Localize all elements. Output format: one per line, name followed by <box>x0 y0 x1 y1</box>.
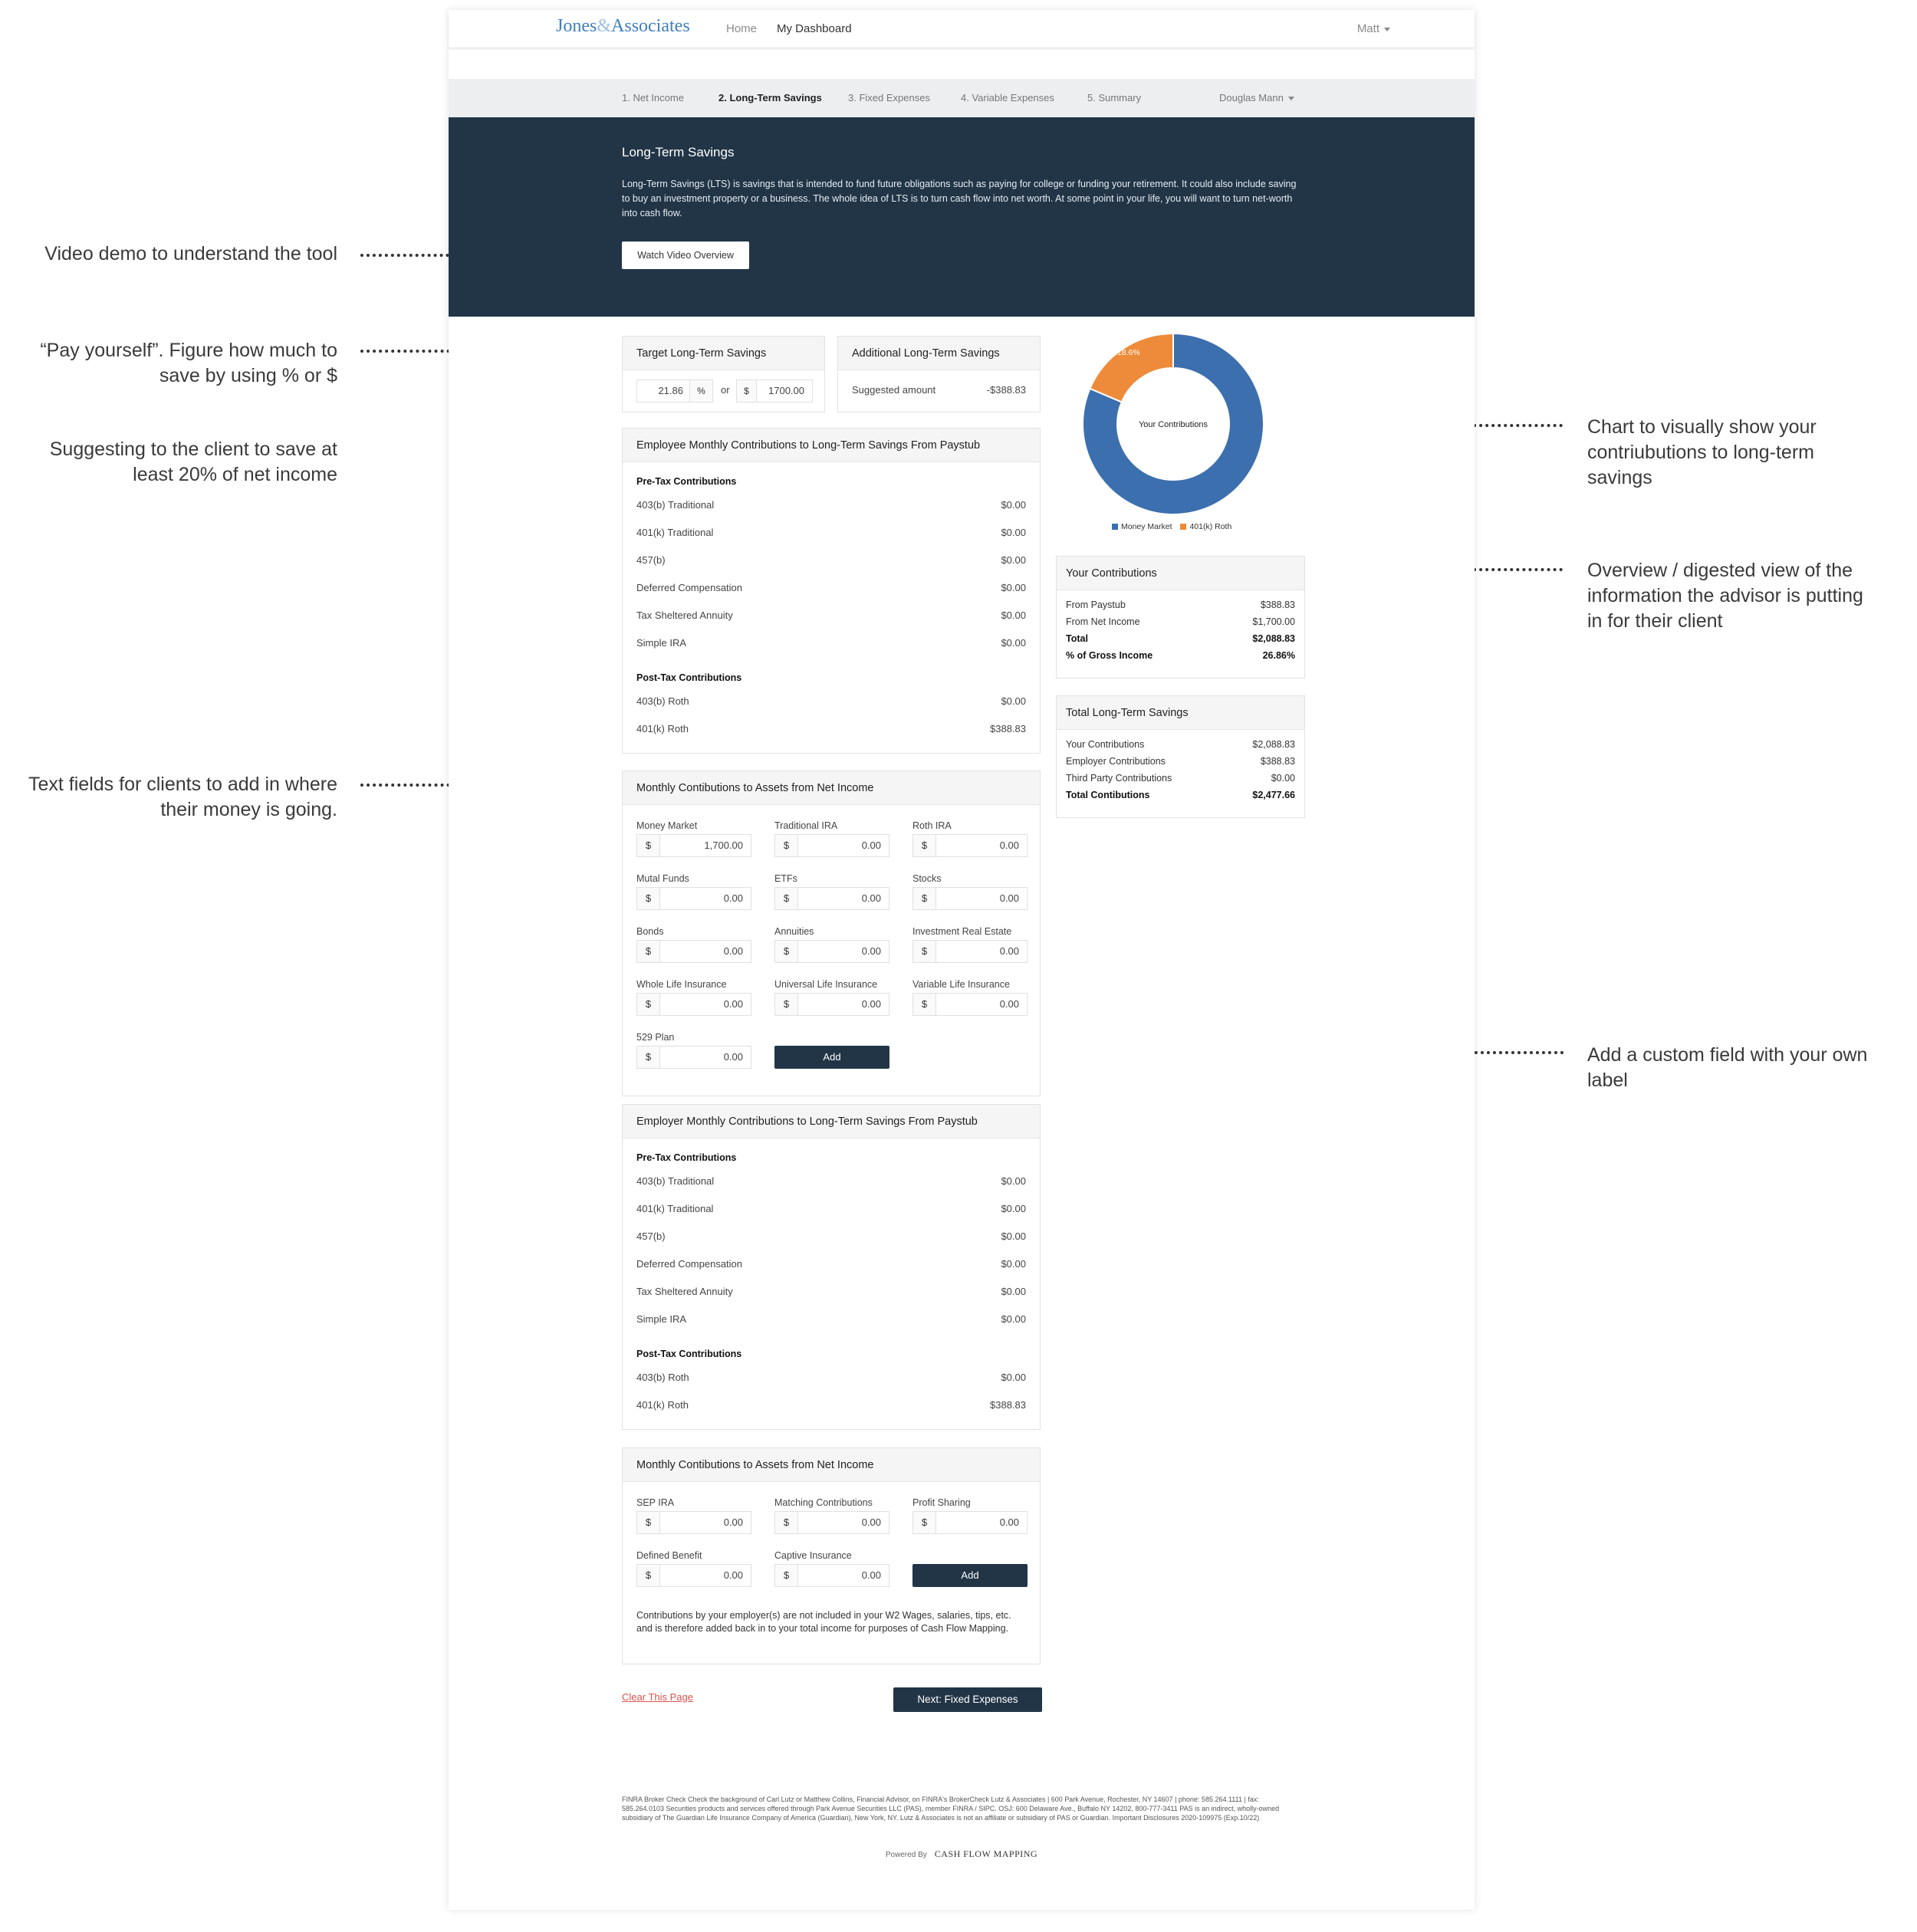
field-label: Defined Benefit <box>636 1550 702 1561</box>
row-value: 26.86% <box>1262 650 1295 661</box>
field-label: Traditional IRA <box>774 820 838 831</box>
currency-addon: $ <box>913 888 936 909</box>
list-item <box>1066 616 1295 627</box>
field-value: 0.00 <box>999 1516 1019 1528</box>
row-label: Tax Sheltered Annuity <box>636 1286 733 1297</box>
row-value: $0.00 <box>1001 1313 1026 1325</box>
card-title: Monthly Contibutions to Assets from Net Income <box>623 771 1040 805</box>
row-label: 401(k) Traditional <box>636 1203 714 1214</box>
donut-slice-401-k-roth[interactable] <box>1090 334 1173 402</box>
row-label: 403(b) Traditional <box>636 499 715 511</box>
list-item <box>636 1258 1026 1270</box>
card-title: Your Contributions <box>1057 557 1304 590</box>
logo-text-jones: Jones <box>556 16 597 36</box>
annotation-video-demo: Video demo to understand the tool <box>44 243 337 264</box>
field-label: Bonds <box>636 926 664 937</box>
row-label: % of Gross Income <box>1066 650 1153 661</box>
card-title: Total Long-Term Savings <box>1057 696 1304 730</box>
sep-ira-input[interactable] <box>636 1511 751 1534</box>
row-value: $0.00 <box>1001 1372 1026 1383</box>
field-value: 0.00 <box>723 998 743 1010</box>
suggested-amount-row <box>852 384 1026 396</box>
list-item <box>1066 650 1295 661</box>
etfs-input[interactable] <box>774 887 889 910</box>
client-name: Douglas Mann <box>1219 92 1284 104</box>
whole-life-insurance-input[interactable] <box>636 993 751 1016</box>
currency-addon: $ <box>913 941 936 962</box>
employer-contributions-card <box>622 1104 1041 1430</box>
field-value: 0.00 <box>861 1569 881 1581</box>
row-label: Tax Sheltered Annuity <box>636 610 733 621</box>
user-name: Matt <box>1356 22 1379 35</box>
currency-addon: $ <box>775 994 798 1015</box>
currency-addon: $ <box>775 1565 798 1586</box>
row-value: $0.00 <box>1001 637 1026 649</box>
percent-addon: % <box>689 380 712 402</box>
universal-life-insurance-input[interactable] <box>774 993 889 1016</box>
currency-addon: $ <box>637 1565 660 1586</box>
list-item <box>636 1399 1026 1411</box>
row-value: $0.00 <box>1271 773 1295 784</box>
row-value: $0.00 <box>1001 582 1026 593</box>
annotation-pay-yourself: “Pay yourself”. Figure how much to save by using % or $ <box>40 340 337 386</box>
employee-contributions-card <box>622 428 1041 754</box>
page-title: Long-Term Savings <box>622 145 735 159</box>
suggested-amount-value: -$388.83 <box>986 384 1026 396</box>
list-item <box>636 695 1026 707</box>
list-item <box>1066 600 1295 610</box>
card-title: Additional Long-Term Savings <box>838 337 1040 370</box>
donut-center-label: Your Contributions <box>1138 420 1208 429</box>
field-label: Matching Contributions <box>774 1497 873 1508</box>
cash-flow-mapping-logo[interactable]: CASH FLOW MAPPING <box>934 1848 1038 1859</box>
card-title: Target Long-Term Savings <box>623 337 824 370</box>
list-item <box>636 1230 1026 1242</box>
card-title: Employee Monthly Contributions to Long-Term Savings From Paystub <box>623 429 1040 462</box>
field-value: 0.00 <box>723 1516 743 1528</box>
chart-legend <box>1112 522 1231 531</box>
tab-summary[interactable]: 5. Summary <box>1087 92 1142 104</box>
field-value: 0.00 <box>861 892 881 904</box>
row-label: 457(b) <box>636 554 666 566</box>
tab-fixed-expenses[interactable]: 3. Fixed Expenses <box>848 92 930 104</box>
legend-label: 401(k) Roth <box>1189 522 1232 531</box>
add-custom-field-button[interactable]: Add <box>912 1564 1028 1587</box>
currency-addon: $ <box>913 994 936 1015</box>
post-tax-heading: Post-Tax Contributions <box>636 672 742 683</box>
field-value: 0.00 <box>999 892 1019 904</box>
list-item <box>636 582 1026 593</box>
profit-sharing-input[interactable] <box>912 1511 1028 1534</box>
currency-addon: $ <box>775 1512 798 1533</box>
intro-text: Long-Term Savings (LTS) is savings that is intended to fund future obligations such as paying for college or funding your retirement. It could also include saving to buy an investment property or a business. The whole idea of LTS is to turn cash flow into net worth. At some point in your life, you will want to turn net-worth into cash flow. <box>622 179 1297 219</box>
field-label: Mutal Funds <box>636 873 689 884</box>
currency-addon: $ <box>913 835 936 856</box>
field-label: 529 Plan <box>636 1032 675 1043</box>
traditional-ira-input[interactable] <box>774 834 889 857</box>
target-dollar-input[interactable] <box>736 380 813 402</box>
your-contributions-card <box>1056 556 1305 678</box>
target-dollar-value: 1700.00 <box>768 385 804 396</box>
row-label: 403(b) Roth <box>636 695 689 707</box>
field-value: 0.00 <box>861 945 881 957</box>
row-value: $0.00 <box>1001 1230 1026 1242</box>
currency-addon: $ <box>637 1512 660 1533</box>
investment-real-estate-input[interactable] <box>912 940 1028 963</box>
annotation-custom-field: Add a custom field with your own label <box>1587 1044 1868 1091</box>
row-label: Third Party Contributions <box>1066 773 1172 784</box>
list-item <box>1066 790 1295 800</box>
tab-variable-expenses[interactable]: 4. Variable Expenses <box>961 92 1054 104</box>
tab-net-income[interactable]: 1. Net Income <box>622 92 684 104</box>
row-label: Simple IRA <box>636 1313 687 1325</box>
row-value: $1,700.00 <box>1252 616 1295 627</box>
nav-home-link[interactable]: Home <box>726 22 758 35</box>
field-value: 0.00 <box>861 1516 881 1528</box>
field-label: Investment Real Estate <box>912 926 1012 937</box>
row-label: Deferred Compensation <box>636 1258 743 1270</box>
field-label: Roth IRA <box>912 820 952 831</box>
app-window <box>449 10 1475 1910</box>
legend-swatch-money-market <box>1112 524 1118 530</box>
intro-banner <box>449 117 1475 317</box>
powered-by <box>449 1848 1475 1860</box>
variable-life-insurance-input[interactable] <box>912 993 1028 1016</box>
row-label: From Paystub <box>1066 600 1126 610</box>
annotation-suggesting: Suggesting to the client to save at least 20% of net income <box>49 439 337 485</box>
watch-video-button[interactable]: Watch Video Overview <box>622 242 749 269</box>
row-label: 457(b) <box>636 1230 666 1242</box>
row-label: 401(k) Roth <box>636 1399 689 1411</box>
client-selector[interactable] <box>1219 92 1294 104</box>
user-menu[interactable] <box>1357 22 1390 35</box>
field-value: 0.00 <box>723 945 743 957</box>
field-value: 0.00 <box>723 1051 743 1063</box>
row-value: $0.00 <box>1001 554 1026 566</box>
row-label: From Net Income <box>1066 616 1140 627</box>
currency-addon: $ <box>775 835 798 856</box>
row-label: Your Contributions <box>1066 739 1145 750</box>
currency-addon: $ <box>913 1512 936 1533</box>
clear-page-link[interactable]: Clear This Page <box>622 1691 693 1703</box>
field-label: Captive Insurance <box>774 1550 852 1561</box>
annotation-chart: Chart to visually show your contriubutions to long-term savings <box>1587 416 1817 488</box>
card-title: Monthly Contibutions to Assets from Net Income <box>623 1448 1040 1482</box>
employer-assets-card <box>622 1447 1041 1664</box>
field-value: 0.00 <box>999 840 1019 851</box>
row-value: $2,088.83 <box>1252 633 1295 644</box>
list-item <box>636 1203 1026 1214</box>
total-savings-card <box>1056 695 1305 818</box>
add-custom-field-button[interactable]: Add <box>774 1046 889 1069</box>
annuities-input[interactable] <box>774 940 889 963</box>
row-label: Deferred Compensation <box>636 582 743 593</box>
chevron-down-icon <box>1384 28 1390 31</box>
list-item <box>636 723 1026 734</box>
dollar-addon: $ <box>737 380 757 402</box>
row-value: $0.00 <box>1001 1203 1026 1214</box>
target-percent-input[interactable] <box>636 380 713 402</box>
row-label: 401(k) Traditional <box>636 527 714 538</box>
list-item <box>636 499 1026 511</box>
bonds-input[interactable] <box>636 940 751 963</box>
currency-addon: $ <box>775 941 798 962</box>
logo-text-associates: Associates <box>611 16 690 36</box>
row-value: $0.00 <box>1001 695 1026 707</box>
field-label: Money Market <box>636 820 698 831</box>
row-label: Employer Contributions <box>1066 756 1166 767</box>
tab-long-term-savings[interactable]: 2. Long-Term Savings <box>718 92 822 104</box>
row-value: $388.83 <box>990 1399 1026 1411</box>
row-value: $0.00 <box>1001 527 1026 538</box>
529-plan-input[interactable] <box>636 1046 751 1069</box>
annotation-text-fields: Text fields for clients to add in where their money is going. <box>28 774 337 820</box>
list-item <box>636 1313 1026 1325</box>
mutual-funds-input[interactable] <box>636 887 751 910</box>
list-item <box>636 637 1026 649</box>
legend-swatch-401k-roth <box>1180 524 1186 530</box>
list-item <box>636 554 1026 566</box>
next-fixed-expenses-button[interactable]: Next: Fixed Expenses <box>893 1687 1042 1712</box>
pre-tax-heading: Pre-Tax Contributions <box>636 476 737 487</box>
list-item <box>1066 773 1295 784</box>
field-value: 0.00 <box>723 1569 743 1581</box>
row-label: Total Contibutions <box>1066 790 1150 800</box>
list-item <box>1066 756 1295 767</box>
row-label: Total <box>1066 633 1088 644</box>
field-label: SEP IRA <box>636 1497 675 1508</box>
stocks-input[interactable] <box>912 887 1028 910</box>
pre-tax-heading: Pre-Tax Contributions <box>636 1152 737 1163</box>
brand-logo[interactable] <box>556 16 690 37</box>
field-label: ETFs <box>774 873 797 884</box>
field-label: Annuities <box>774 926 814 937</box>
row-value: $2,088.83 <box>1252 739 1295 750</box>
list-item <box>1066 739 1295 750</box>
roth-ira-input[interactable] <box>912 834 1028 857</box>
currency-addon: $ <box>637 835 660 856</box>
money-market-input[interactable] <box>636 834 751 857</box>
row-value: $388.83 <box>990 723 1026 734</box>
list-item <box>636 1372 1026 1383</box>
slice-value-label: 18.6% <box>1116 348 1140 358</box>
target-savings-card <box>622 336 825 412</box>
row-value: $0.00 <box>1001 1258 1026 1270</box>
net-income-assets-card <box>622 770 1041 1096</box>
field-value: 0.00 <box>861 840 881 851</box>
row-value: $2,477.66 <box>1252 790 1295 800</box>
additional-savings-card <box>837 336 1041 412</box>
field-label: Variable Life Insurance <box>912 979 1010 990</box>
chevron-down-icon <box>1288 97 1294 100</box>
list-item <box>1066 633 1295 644</box>
list-item <box>636 610 1026 621</box>
or-label: or <box>721 384 730 396</box>
contributions-donut-chart <box>1077 328 1269 520</box>
slice-value-label: 81.4% <box>1220 504 1244 514</box>
row-label: 401(k) Roth <box>636 723 689 734</box>
suggested-amount-label: Suggested amount <box>852 384 936 396</box>
row-value: $0.00 <box>1001 1286 1026 1297</box>
currency-addon: $ <box>775 888 798 909</box>
currency-addon: $ <box>637 994 660 1015</box>
field-value: 0.00 <box>999 945 1019 957</box>
row-value: $388.83 <box>1260 756 1295 767</box>
list-item <box>636 1286 1026 1297</box>
card-title: Employer Monthly Contributions to Long-Term Savings From Paystub <box>623 1105 1040 1138</box>
field-label: Stocks <box>912 873 942 884</box>
field-value: 0.00 <box>861 998 881 1010</box>
row-value: $388.83 <box>1260 600 1295 610</box>
nav-dashboard-link[interactable]: My Dashboard <box>777 22 852 35</box>
field-label: Whole Life Insurance <box>636 979 727 990</box>
field-label: Universal Life Insurance <box>774 979 878 990</box>
legal-disclosure: FINRA Broker Check Check the background of Carl Lutz or Matthew Collins, Financial Advisor, on FINRA's BrokerCheck Lutz & Associates | 600 Park Avenue, Rochester, NY 14607 | phone: 585.264.1111 | fax: 585.264.0103 Securities products and services offered through Park Avenue Securities LLC (PAS), member FINRA / SIPC. OSJ: 600 Delaware Ave., Buffalo NY 14202, 800-777-3411 PAS is an indirect, wholly-owned subsidiary of The Guardian Life Insurance Company of America (Guardian), New York, NY. Lutz & Associates is not an affiliate or subsidiary of PAS or Guardian. Important Disclosures 2020-109975 (Exp.10/22) <box>622 1796 1280 1822</box>
matching-contributions-input[interactable] <box>774 1511 889 1534</box>
powered-by-label: Powered By <box>885 1851 927 1859</box>
target-percent-value: 21.86 <box>658 385 683 396</box>
step-tabs <box>449 79 1475 117</box>
employer-note: Contributions by your employer(s) are not included in your W2 Wages, salaries, tips, etc. and is therefore added back in to your total income for purposes of Cash Flow Mapping. <box>636 1610 1011 1634</box>
defined-benefit-input[interactable] <box>636 1564 751 1587</box>
annotation-overview: Overview / digested view of the information the advisor is putting in for their client <box>1587 560 1863 632</box>
captive-insurance-input[interactable] <box>774 1564 889 1587</box>
row-value: $0.00 <box>1001 499 1026 511</box>
currency-addon: $ <box>637 888 660 909</box>
row-label: 403(b) Roth <box>636 1372 689 1383</box>
currency-addon: $ <box>637 1046 660 1068</box>
legend-label: Money Market <box>1121 522 1172 531</box>
row-value: $0.00 <box>1001 610 1026 621</box>
list-item <box>636 527 1026 538</box>
row-value: $0.00 <box>1001 1175 1026 1187</box>
row-label: Simple IRA <box>636 637 687 649</box>
field-value: 0.00 <box>723 892 743 904</box>
field-label: Profit Sharing <box>912 1497 971 1508</box>
currency-addon: $ <box>637 941 660 962</box>
logo-ampersand: & <box>597 16 612 36</box>
field-value: 0.00 <box>999 998 1019 1010</box>
row-label: 403(b) Traditional <box>636 1175 715 1187</box>
post-tax-heading: Post-Tax Contributions <box>636 1349 742 1359</box>
field-value: 1,700.00 <box>704 840 743 851</box>
top-navbar <box>449 10 1475 48</box>
list-item <box>636 1175 1026 1187</box>
